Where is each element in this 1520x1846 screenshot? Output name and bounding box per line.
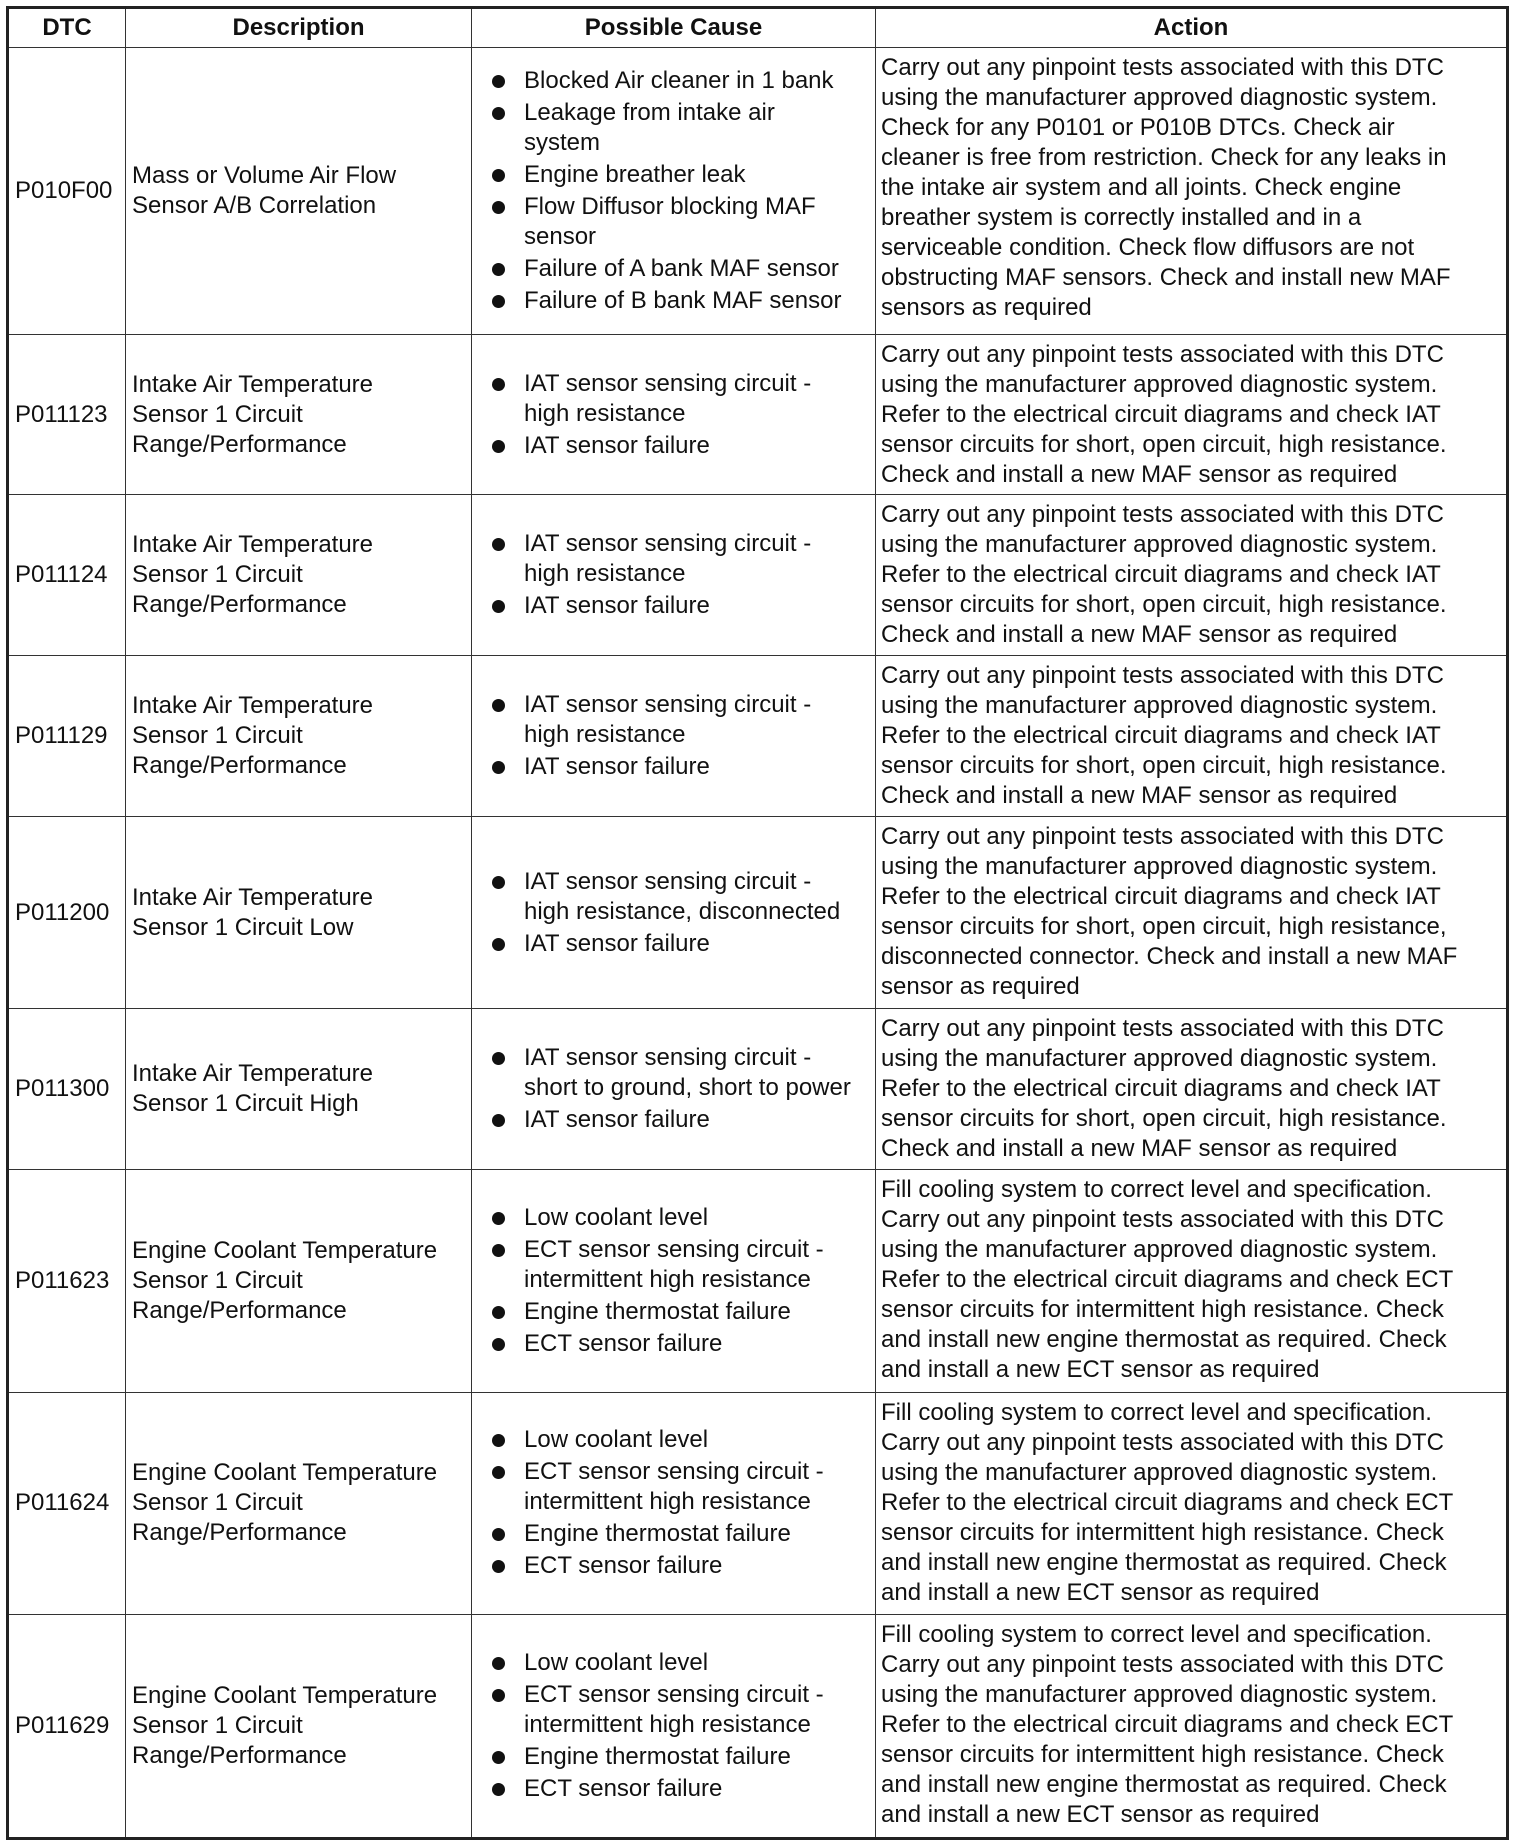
dtc-description [126, 334, 472, 495]
cause-item [492, 254, 871, 284]
possible-causes [472, 1392, 876, 1615]
dtc-code: P011124 [8, 495, 126, 656]
cause-text: intermittent high resistance [524, 1488, 811, 1516]
dtc-description [126, 1169, 472, 1392]
cause-item [492, 286, 871, 316]
cause-list [492, 529, 871, 621]
cause-text: ECT sensor failure [524, 1329, 723, 1357]
description-line: Sensor 1 Circuit [132, 561, 303, 589]
action-line: Carry out any pinpoint tests associated with this DTC [881, 662, 1444, 690]
action-line: Refer to the electrical circuit diagrams and check IAT [881, 561, 1441, 589]
possible-causes [472, 656, 876, 817]
dtc-action [876, 1169, 1508, 1392]
cause-text: IAT sensor failure [524, 431, 710, 459]
cause-item [492, 1425, 871, 1455]
action-line: Fill cooling system to correct level and specification. [881, 1621, 1432, 1649]
description-line: Sensor 1 Circuit [132, 1266, 303, 1294]
action-line: using the manufacturer approved diagnostic system. [881, 1458, 1438, 1486]
cause-list [492, 1203, 871, 1359]
dtc-code: P011623 [8, 1169, 126, 1392]
bullet-icon [492, 1338, 505, 1351]
cause-text: ECT sensor failure [524, 1775, 723, 1803]
cause-text: Engine thermostat failure [524, 1520, 791, 1548]
bullet-icon [492, 761, 505, 774]
cause-item [492, 1774, 871, 1804]
description-line: Range/Performance [132, 1296, 347, 1324]
action-line: serviceable condition. Check flow diffusors are not [881, 234, 1415, 261]
cause-text: ECT sensor sensing circuit - [524, 1681, 824, 1709]
action-line: sensors as required [881, 294, 1092, 321]
dtc-code: P010F00 [8, 48, 126, 335]
cause-text: IAT sensor failure [524, 929, 710, 957]
cause-text: Failure of A bank MAF sensor [524, 254, 839, 282]
cause-text: IAT sensor sensing circuit - [524, 691, 812, 719]
description-line: Range/Performance [132, 1742, 347, 1770]
bullet-icon [492, 1528, 505, 1541]
cause-text: Low coolant level [524, 1649, 709, 1677]
bullet-icon [492, 295, 505, 308]
action-line: and install new engine thermostat as required. Check [881, 1325, 1447, 1353]
cause-text: ECT sensor sensing circuit - [524, 1235, 824, 1263]
cause-item [492, 867, 871, 927]
action-line: Refer to the electrical circuit diagrams and check ECT [881, 1488, 1454, 1516]
possible-causes [472, 817, 876, 1009]
cause-item [492, 369, 871, 429]
cause-text: Failure of B bank MAF sensor [524, 286, 842, 314]
cause-item [492, 160, 871, 190]
cause-item [492, 1551, 871, 1581]
description-line: Intake Air Temperature [132, 531, 374, 559]
cause-item [492, 1235, 871, 1295]
dtc-code: P011300 [8, 1008, 126, 1169]
action-line: Fill cooling system to correct level and specification. [881, 1175, 1432, 1203]
action-line: using the manufacturer approved diagnostic system. [881, 1044, 1438, 1072]
dtc-table [6, 6, 1509, 1840]
description-line: Engine Coolant Temperature [132, 1459, 438, 1487]
cause-item [492, 1043, 871, 1103]
cause-text: high resistance [524, 560, 686, 588]
cause-text: IAT sensor sensing circuit - [524, 530, 812, 558]
possible-causes [472, 495, 876, 656]
action-line: using the manufacturer approved diagnostic system. [881, 1235, 1438, 1263]
bullet-icon [492, 1689, 505, 1702]
cause-text: high resistance, disconnected [524, 897, 841, 925]
action-line: Check for any P0101 or P010B DTCs. Check air [881, 114, 1395, 141]
description-line: Range/Performance [132, 430, 347, 458]
description-line: Engine Coolant Temperature [132, 1236, 438, 1264]
table-row [8, 48, 1508, 335]
bullet-icon [492, 938, 505, 951]
dtc-action [876, 1392, 1508, 1615]
action-line: and install new engine thermostat as required. Check [881, 1548, 1447, 1576]
dtc-description [126, 1392, 472, 1615]
description-line: Sensor 1 Circuit [132, 722, 303, 750]
header-action: Action [876, 8, 1508, 48]
action-line: the intake air system and all joints. Check engine [881, 174, 1402, 201]
action-line: sensor circuits for short, open circuit, high resistance. [881, 752, 1447, 780]
action-line: Carry out any pinpoint tests associated with this DTC [881, 1205, 1444, 1233]
cause-item [492, 1105, 871, 1135]
dtc-code: P011629 [8, 1615, 126, 1839]
header-dtc: DTC [8, 8, 126, 48]
description-line: Intake Air Temperature [132, 883, 374, 911]
bullet-icon [492, 1751, 505, 1764]
action-line: sensor circuits for short, open circuit, high resistance, [881, 913, 1447, 941]
description-line: Intake Air Temperature [132, 1059, 374, 1087]
description-line: Intake Air Temperature [132, 692, 374, 720]
bullet-icon [492, 107, 505, 120]
cause-item [492, 1457, 871, 1517]
cause-text: sensor [524, 222, 597, 250]
cause-text: ECT sensor failure [524, 1552, 723, 1580]
dtc-description [126, 656, 472, 817]
cause-item [492, 98, 871, 158]
cause-item [492, 1519, 871, 1549]
possible-causes [472, 48, 876, 335]
action-line: using the manufacturer approved diagnostic system. [881, 853, 1438, 881]
action-line: and install a new ECT sensor as required [881, 1801, 1320, 1829]
cause-list [492, 1425, 871, 1581]
action-line: Refer to the electrical circuit diagrams and check ECT [881, 1265, 1454, 1293]
table-row [8, 1008, 1508, 1169]
cause-item [492, 591, 871, 621]
cause-text: Low coolant level [524, 1203, 709, 1231]
cause-item [492, 1203, 871, 1233]
cause-item [492, 1648, 871, 1678]
table-row [8, 495, 1508, 656]
action-line: Check and install a new MAF sensor as required [881, 460, 1398, 488]
cause-text: short to ground, short to power [524, 1073, 851, 1101]
bullet-icon [492, 699, 505, 712]
dtc-description [126, 495, 472, 656]
action-line: breather system is correctly installed and in a [881, 204, 1362, 231]
dtc-action [876, 334, 1508, 495]
table-row [8, 817, 1508, 1009]
table-row [8, 334, 1508, 495]
action-line: Carry out any pinpoint tests associated with this DTC [881, 1651, 1444, 1679]
action-line: Check and install a new MAF sensor as required [881, 1134, 1398, 1162]
bullet-icon [492, 1783, 505, 1796]
action-line: sensor circuits for short, open circuit, high resistance. [881, 430, 1447, 458]
action-line: obstructing MAF sensors. Check and install new MAF [881, 264, 1451, 291]
table-header [8, 8, 1508, 48]
possible-causes [472, 1169, 876, 1392]
dtc-action [876, 1615, 1508, 1839]
header-description: Description [126, 8, 472, 48]
cause-text: IAT sensor sensing circuit - [524, 369, 812, 397]
description-line: Range/Performance [132, 591, 347, 619]
cause-text: IAT sensor sensing circuit - [524, 867, 812, 895]
cause-text: high resistance [524, 399, 686, 427]
cause-list [492, 1043, 871, 1135]
bullet-icon [492, 201, 505, 214]
action-line: disconnected connector. Check and install a new MAF [881, 943, 1458, 971]
header-row [8, 8, 1508, 48]
action-line: sensor circuits for short, open circuit, high resistance. [881, 1104, 1447, 1132]
cause-text: intermittent high resistance [524, 1711, 811, 1739]
description-line: Sensor 1 Circuit High [132, 1089, 359, 1117]
action-line: Refer to the electrical circuit diagrams and check IAT [881, 1074, 1441, 1102]
bullet-icon [492, 75, 505, 88]
action-line: using the manufacturer approved diagnostic system. [881, 84, 1438, 111]
action-line: using the manufacturer approved diagnostic system. [881, 692, 1438, 720]
dtc-code: P011123 [8, 334, 126, 495]
cause-text: intermittent high resistance [524, 1265, 811, 1293]
bullet-icon [492, 1434, 505, 1447]
cause-list [492, 690, 871, 782]
table-row [8, 1615, 1508, 1839]
bullet-icon [492, 263, 505, 276]
bullet-icon [492, 1306, 505, 1319]
action-line: and install a new ECT sensor as required [881, 1355, 1320, 1383]
cause-item [492, 66, 871, 96]
action-line: Carry out any pinpoint tests associated with this DTC [881, 823, 1444, 851]
dtc-action [876, 495, 1508, 656]
bullet-icon [492, 876, 505, 889]
description-line: Intake Air Temperature [132, 370, 374, 398]
bullet-icon [492, 1114, 505, 1127]
dtc-code: P011129 [8, 656, 126, 817]
action-line: Fill cooling system to correct level and specification. [881, 1398, 1432, 1426]
action-line: using the manufacturer approved diagnostic system. [881, 1681, 1438, 1709]
description-line: Mass or Volume Air Flow [132, 161, 397, 189]
action-line: Carry out any pinpoint tests associated with this DTC [881, 340, 1444, 368]
bullet-icon [492, 1466, 505, 1479]
cause-item [492, 192, 871, 252]
action-line: Refer to the electrical circuit diagrams and check IAT [881, 400, 1441, 428]
cause-item [492, 529, 871, 589]
bullet-icon [492, 378, 505, 391]
action-line: sensor circuits for intermittent high resistance. Check [881, 1741, 1444, 1769]
action-line: sensor circuits for intermittent high resistance. Check [881, 1295, 1444, 1323]
action-line: Carry out any pinpoint tests associated with this DTC [881, 501, 1444, 529]
cause-item [492, 1329, 871, 1359]
dtc-action [876, 656, 1508, 817]
dtc-description [126, 1008, 472, 1169]
dtc-description [126, 48, 472, 335]
action-line: and install a new ECT sensor as required [881, 1578, 1320, 1606]
cause-text: high resistance [524, 721, 686, 749]
action-line: using the manufacturer approved diagnostic system. [881, 531, 1438, 559]
cause-list [492, 66, 871, 316]
action-line: Refer to the electrical circuit diagrams and check IAT [881, 722, 1441, 750]
description-line: Range/Performance [132, 752, 347, 780]
bullet-icon [492, 1657, 505, 1670]
cause-text: Engine thermostat failure [524, 1743, 791, 1771]
cause-text: Leakage from intake air [524, 98, 775, 126]
dtc-action [876, 1008, 1508, 1169]
cause-text: IAT sensor failure [524, 592, 710, 620]
action-line: Carry out any pinpoint tests associated with this DTC [881, 54, 1444, 81]
cause-item [492, 431, 871, 461]
cause-item [492, 1297, 871, 1327]
dtc-description [126, 1615, 472, 1839]
cause-text: Engine thermostat failure [524, 1297, 791, 1325]
bullet-icon [492, 440, 505, 453]
bullet-icon [492, 538, 505, 551]
cause-text: ECT sensor sensing circuit - [524, 1458, 824, 1486]
description-line: Engine Coolant Temperature [132, 1682, 438, 1710]
action-line: Refer to the electrical circuit diagrams and check ECT [881, 1711, 1454, 1739]
description-line: Sensor 1 Circuit [132, 400, 303, 428]
dtc-code: P011200 [8, 817, 126, 1009]
cause-list [492, 1648, 871, 1804]
table-row [8, 656, 1508, 817]
dtc-action [876, 817, 1508, 1009]
action-line: Carry out any pinpoint tests associated with this DTC [881, 1428, 1444, 1456]
bullet-icon [492, 1560, 505, 1573]
bullet-icon [492, 1052, 505, 1065]
description-line: Sensor 1 Circuit [132, 1712, 303, 1740]
header-possible-cause: Possible Cause [472, 8, 876, 48]
cause-item [492, 690, 871, 750]
action-line: cleaner is free from restriction. Check for any leaks in [881, 144, 1447, 171]
cause-text: Flow Diffusor blocking MAF [524, 192, 816, 220]
cause-item [492, 1742, 871, 1772]
table-row [8, 1169, 1508, 1392]
cause-list [492, 369, 871, 461]
description-line: Sensor 1 Circuit Low [132, 913, 354, 941]
cause-text: Engine breather leak [524, 160, 746, 188]
cause-list [492, 867, 871, 959]
cause-text: IAT sensor sensing circuit - [524, 1043, 812, 1071]
dtc-action [876, 48, 1508, 335]
action-line: using the manufacturer approved diagnostic system. [881, 370, 1438, 398]
action-line: sensor circuits for intermittent high resistance. Check [881, 1518, 1444, 1546]
cause-text: system [524, 128, 601, 156]
action-line: and install new engine thermostat as required. Check [881, 1771, 1447, 1799]
action-line: sensor circuits for short, open circuit, high resistance. [881, 591, 1447, 619]
cause-text: IAT sensor failure [524, 1105, 710, 1133]
bullet-icon [492, 1212, 505, 1225]
cause-text: Low coolant level [524, 1426, 709, 1454]
action-line: sensor as required [881, 973, 1080, 1001]
description-line: Range/Performance [132, 1519, 347, 1547]
action-line: Check and install a new MAF sensor as required [881, 621, 1398, 649]
description-line: Sensor A/B Correlation [132, 191, 377, 219]
cause-text: IAT sensor failure [524, 753, 710, 781]
cause-item [492, 929, 871, 959]
dtc-code: P011624 [8, 1392, 126, 1615]
dtc-description [126, 817, 472, 1009]
cause-item [492, 752, 871, 782]
bullet-icon [492, 169, 505, 182]
action-line: Refer to the electrical circuit diagrams and check IAT [881, 883, 1441, 911]
bullet-icon [492, 600, 505, 613]
description-line: Sensor 1 Circuit [132, 1489, 303, 1517]
possible-causes [472, 1008, 876, 1169]
possible-causes [472, 1615, 876, 1839]
possible-causes [472, 334, 876, 495]
table-row [8, 1392, 1508, 1615]
action-line: Carry out any pinpoint tests associated with this DTC [881, 1014, 1444, 1042]
bullet-icon [492, 1244, 505, 1257]
action-line: Check and install a new MAF sensor as required [881, 782, 1398, 810]
table-body [8, 48, 1508, 1839]
cause-item [492, 1680, 871, 1740]
cause-text: Blocked Air cleaner in 1 bank [524, 66, 834, 94]
